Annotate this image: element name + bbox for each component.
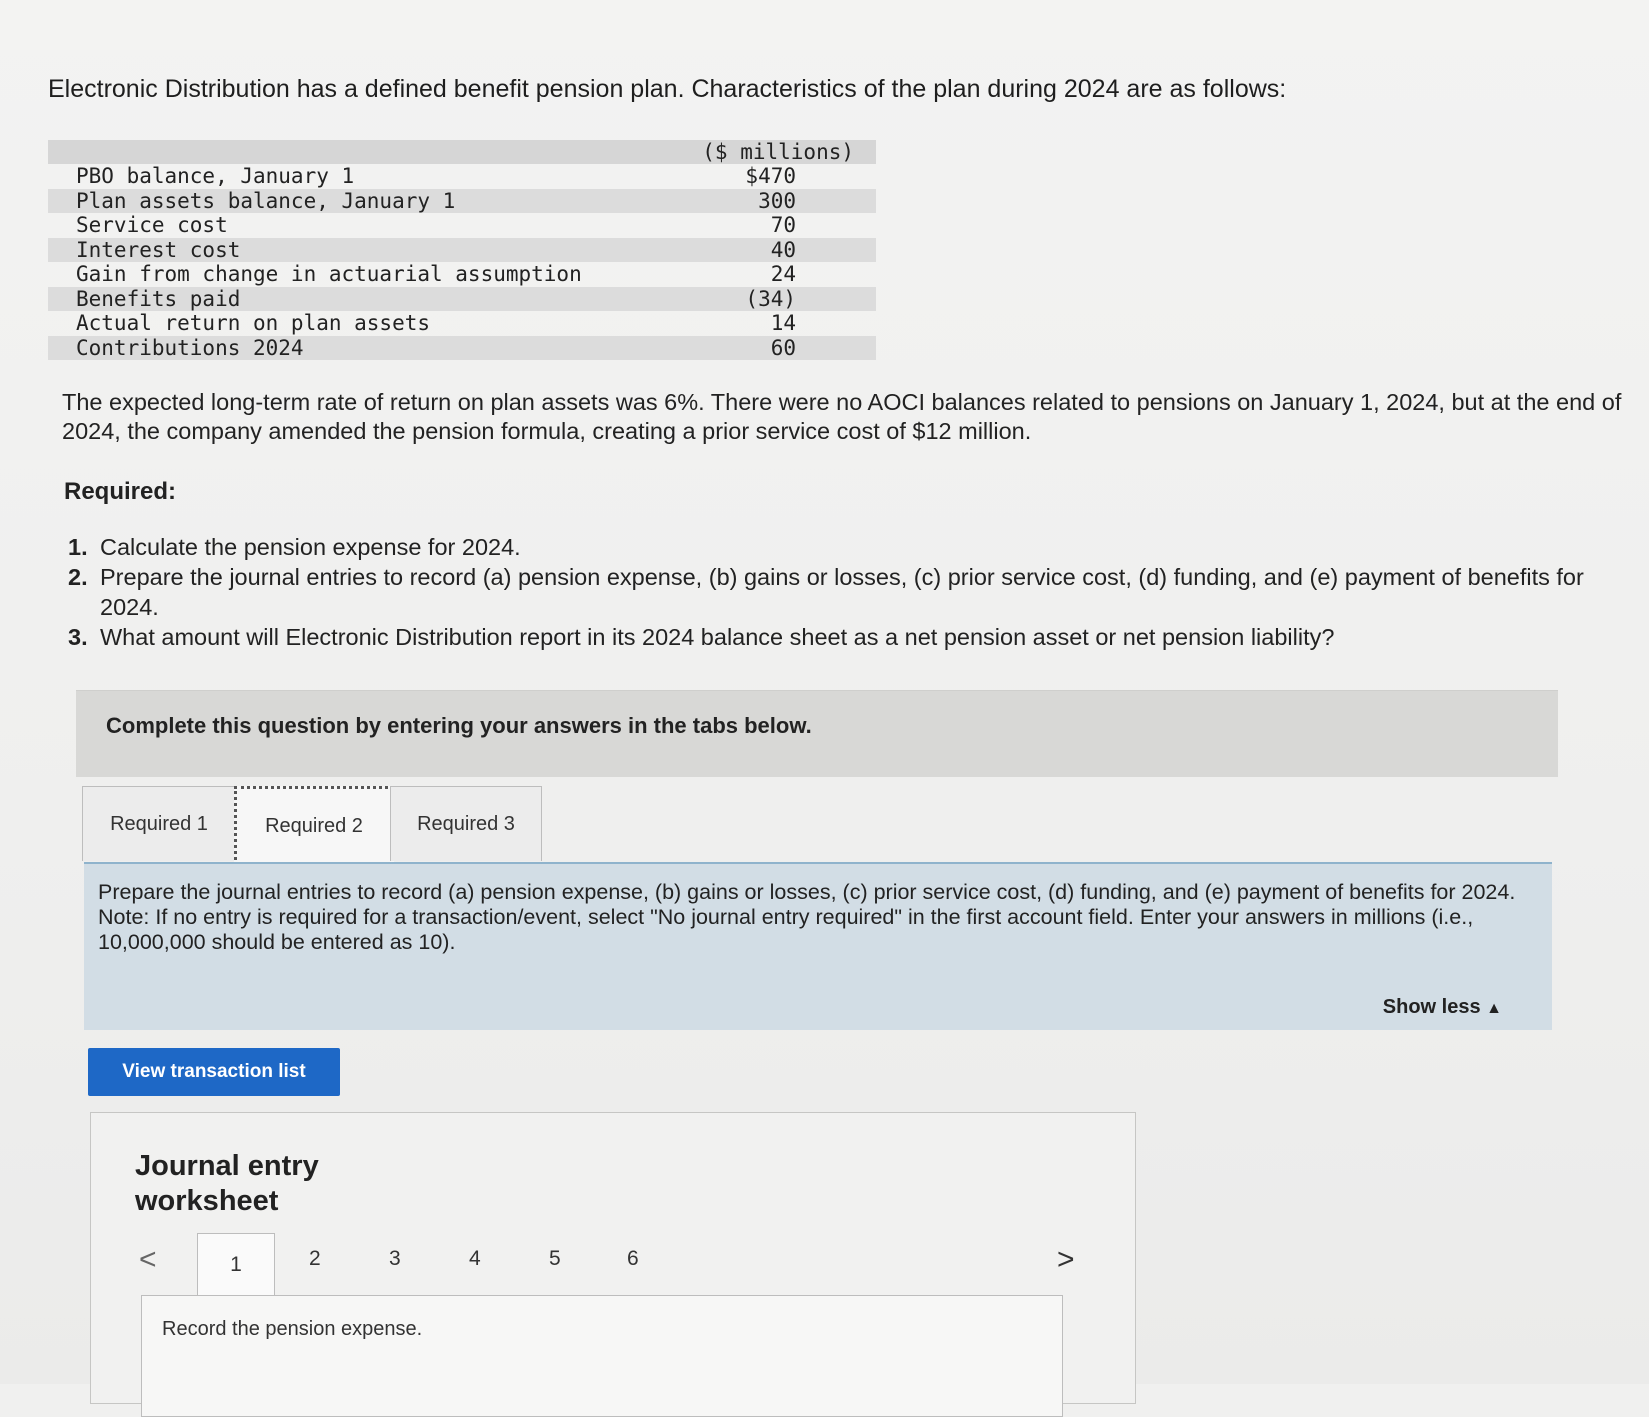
row-value: 24 (770, 262, 796, 286)
row-label: Benefits paid (48, 287, 626, 312)
table-row (48, 213, 876, 238)
required-heading: Required: (64, 478, 177, 505)
table-row (48, 311, 876, 336)
complete-question-banner (76, 690, 1558, 777)
assumptions-paragraph: The expected long-term rate of return on plan assets was 6%. There were no AOCI balances related to pensions on January 1, 2024, but at the end of 2024, the company amended the pension formula, creating a prior service cost of $12 million. (62, 389, 1622, 444)
chevron-left-icon[interactable]: < (139, 1243, 157, 1276)
table-unit-header: ($ millions) (626, 140, 876, 164)
record-entry-box (141, 1295, 1063, 1417)
row-label: Gain from change in actuarial assumption (76, 262, 582, 286)
row-label: Service cost (76, 213, 228, 237)
row-value: $470 (745, 164, 796, 188)
tab-required-3[interactable]: Required 3 (390, 786, 542, 861)
show-less-toggle[interactable] (1383, 996, 1502, 1019)
table-row (48, 164, 876, 189)
required-item-text: Calculate the pension expense for 2024. (100, 534, 521, 560)
row-value: (34) (626, 287, 876, 312)
required-list (64, 532, 1584, 652)
row-label: Actual return on plan assets (76, 311, 431, 335)
complete-question-text: Complete this question by entering your answers in the tabs below. (106, 713, 812, 738)
instruction-text (98, 880, 1538, 955)
journal-entry-worksheet (90, 1112, 1136, 1404)
page-tab-4[interactable]: 4 (469, 1247, 481, 1270)
row-value: 300 (626, 189, 876, 214)
show-less-label: Show less (1382, 996, 1481, 1018)
required-item (64, 532, 1584, 562)
required-item-text: Prepare the journal entries to record (a) pension expense, (b) gains or losses, (c) prior service cost, (d) funding, and (e) payment of benefits for 2024. (100, 564, 1584, 620)
record-instruction: Record the pension expense. (162, 1318, 423, 1340)
page-tab-3[interactable]: 3 (389, 1247, 401, 1270)
row-label: Contributions 2024 (48, 336, 626, 361)
row-value: 60 (626, 336, 876, 361)
row-label: PBO balance, January 1 (76, 164, 355, 188)
table-row (48, 336, 876, 361)
instruction-panel (84, 862, 1552, 1030)
page-tab-5[interactable]: 5 (549, 1247, 561, 1270)
required-item (64, 622, 1584, 652)
worksheet-pager (91, 1233, 1135, 1295)
table-row (48, 189, 876, 214)
page-tab-1[interactable]: 1 (197, 1233, 275, 1296)
row-value: 14 (770, 311, 796, 335)
table-row (48, 238, 876, 263)
required-item-number: 1. (68, 534, 88, 560)
tab-required-1[interactable]: Required 1 (82, 786, 236, 861)
required-item-number: 2. (68, 564, 88, 590)
chevron-right-icon[interactable]: > (1057, 1243, 1075, 1276)
row-value: 40 (626, 238, 876, 263)
worksheet-title: Journal entry worksheet (135, 1150, 319, 1217)
intro-text: Electronic Distribution has a defined benefit pension plan. Characteristics of the plan during 2024 are as follows: (48, 75, 1287, 103)
required-item-text: What amount will Electronic Distribution report in its 2024 balance sheet as a net pension asset or net pension liability? (100, 624, 1335, 650)
row-label: Plan assets balance, January 1 (48, 189, 626, 214)
tab-required-2[interactable]: Required 2 (234, 786, 394, 866)
page-tab-6[interactable]: 6 (627, 1247, 639, 1270)
plan-data-table (48, 140, 876, 360)
required-item (64, 562, 1584, 622)
row-value: 70 (770, 213, 796, 237)
table-header-row (48, 140, 876, 164)
table-row (48, 262, 876, 287)
triangle-up-icon: ▲ (1486, 1000, 1502, 1017)
instruction-note: Note: If no entry is required for a transaction/event, select "No journal entry required" in the first account field. Enter your answers in millions (i.e., 10,000,000 should be entered as 10). (98, 905, 1474, 954)
table-row (48, 287, 876, 312)
row-label: Interest cost (48, 238, 626, 263)
view-transaction-list-button[interactable]: View transaction list (88, 1048, 340, 1096)
page-tab-2[interactable]: 2 (309, 1247, 321, 1270)
instruction-main: Prepare the journal entries to record (a) pension expense, (b) gains or losses, (c) prior service cost, (d) funding, and (e) payment of benefits for 2024. (98, 880, 1516, 904)
required-item-number: 3. (68, 624, 88, 650)
